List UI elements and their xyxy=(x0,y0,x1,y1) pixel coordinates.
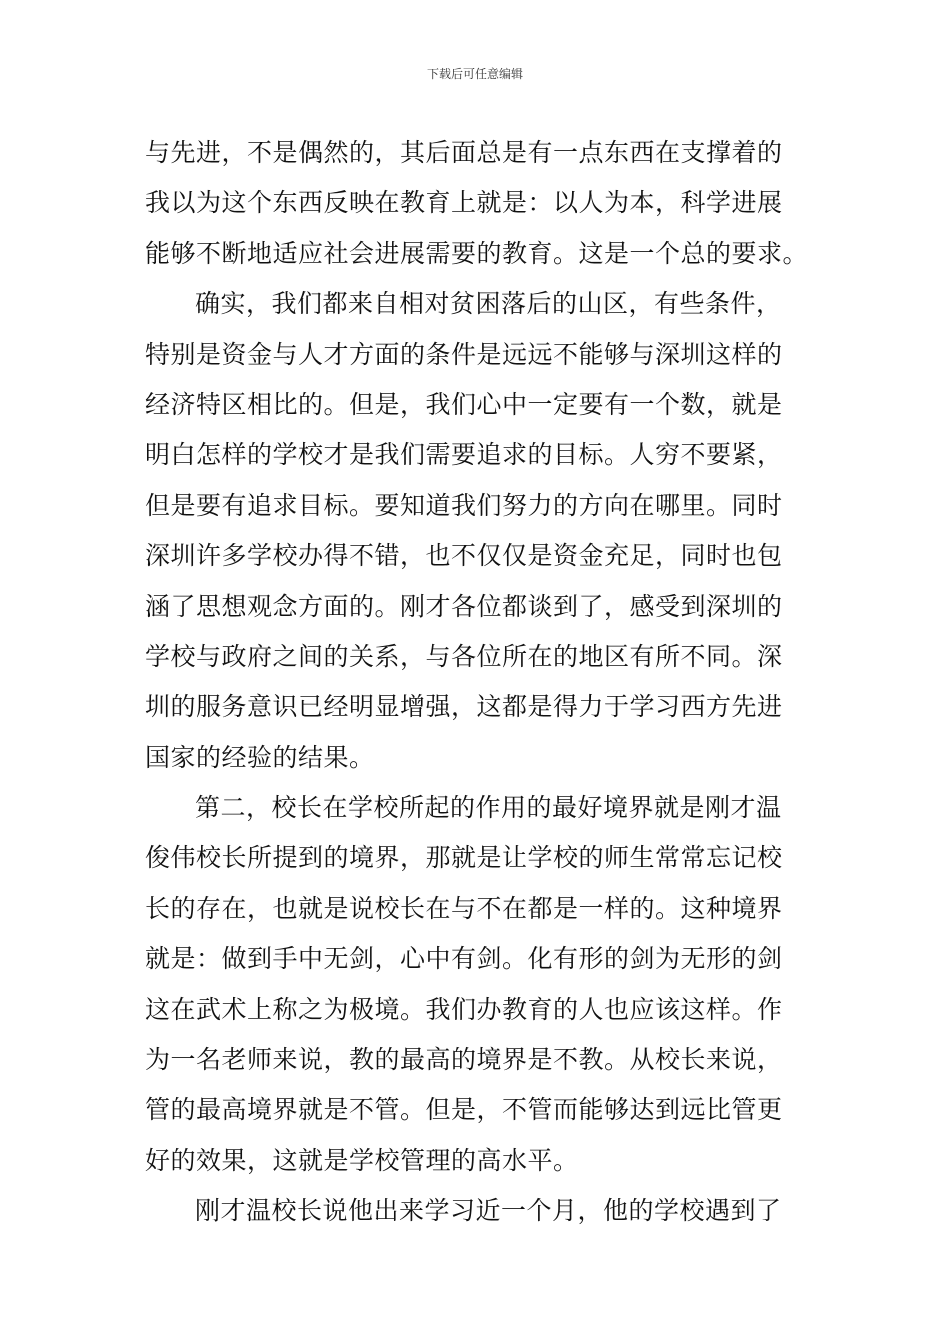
page-header: 下载后可任意编辑 xyxy=(426,67,523,81)
body-line: 与先进，不是偶然的，其后面总是有一点东西在支撑着的 xyxy=(145,138,783,167)
body-line: 第二，校长在学校所起的作用的最好境界就是刚才温 xyxy=(195,793,782,823)
body-line: 特别是资金与人才方面的条件是远远不能够与深圳这样的 xyxy=(145,339,783,369)
body-line: 刚才温校长说他出来学习近一个月，他的学校遇到了 xyxy=(195,1196,782,1226)
body-line: 明白怎样的学校才是我们需要追求的目标。人穷不要紧， xyxy=(145,440,783,470)
body-line: 就是：做到手中无剑，心中有剑。化有形的剑为无形的剑 xyxy=(145,944,783,974)
body-line: 管的最高境界就是不管。但是，不管而能够达到远比管更 xyxy=(145,1095,783,1125)
body-line: 确实，我们都来自相对贫困落后的山区，有些条件， xyxy=(195,289,782,319)
body-line: 圳的服务意识已经明显增强，这都是得力于学习西方先进 xyxy=(145,692,783,722)
body-line: 涵了思想观念方面的。刚才各位都谈到了，感受到深圳的 xyxy=(145,591,783,621)
body-line: 国家的经验的结果。 xyxy=(145,742,375,772)
body-line: 经济特区相比的。但是，我们心中一定要有一个数，就是 xyxy=(145,389,783,419)
body-line: 为一名老师来说，教的最高的境界是不教。从校长来说， xyxy=(145,1045,783,1075)
body-line: 长的存在，也就是说校长在与不在都是一样的。这种境界 xyxy=(145,893,783,923)
body-line: 俊伟校长所提到的境界，那就是让学校的师生常常忘记校 xyxy=(145,843,783,873)
body-line: 好的效果，这就是学校管理的高水平。 xyxy=(145,1145,579,1175)
body-line: 学校与政府之间的关系，与各位所在的地区有所不同。深 xyxy=(145,641,783,671)
body-line: 我以为这个东西反映在教育上就是：以人为本，科学进展 xyxy=(145,188,783,218)
body-line: 这在武术上称之为极境。我们办教育的人也应该这样。作 xyxy=(145,994,783,1024)
body-line: 能够不断地适应社会进展需要的教育。这是一个总的要求。 xyxy=(145,238,809,268)
document-body xyxy=(145,128,815,1237)
body-line: 深圳许多学校办得不错，也不仅仅是资金充足，同时也包 xyxy=(145,541,783,571)
body-line: 但是要有追求目标。要知道我们努力的方向在哪里。同时 xyxy=(145,490,783,520)
